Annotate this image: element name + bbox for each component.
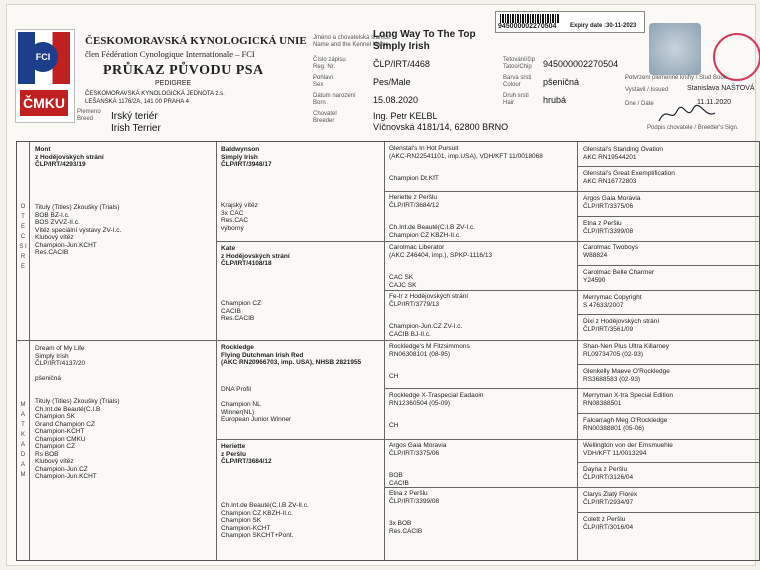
gen2-sire-sire: Baldwynson Simply Irish ČLP/IRT/3948/17 (221, 146, 272, 168)
breed-cz: Irský teriér (111, 111, 158, 122)
breeder-label: Chovatel Breeder (313, 111, 337, 124)
coat-label: Druh srsti Hair (503, 93, 529, 106)
gen4-15: Clarys Zlatý Florex ČLP/IRT/2934/97 (583, 491, 638, 506)
hologram-icon (649, 23, 701, 75)
gen3-8: Etna z Peršlu ČLP/IRT/3399/08 3x BOB Res.CACIB (389, 490, 440, 535)
breed-en: Irish Terrier (111, 123, 161, 134)
issuer-line-1: ČESKOMORAVSKÁ KYNOLOGICKÁ JEDNOTA z.s. (85, 91, 225, 97)
gen4-2: Glenstal's Great Exemplification AKC RN16772803 (583, 170, 675, 185)
gen4-12: Falcarragh Meg O'Rockledge RN00388801 (05-06) (583, 417, 668, 432)
sire-label: O T E C S I R E (19, 204, 27, 270)
color-value: pšeničná (543, 77, 580, 87)
issuer-line-2: LEŠANSKÁ 1176/2A, 141 00 PRAHA 4 (85, 99, 189, 105)
gen4-1: Glenstal's Standing Ovation AKC RN19544201 (583, 146, 664, 161)
gen3-3: Carolmac Liberator (AKC Z46404, imp.), SPKP-1116/13 CAC SK CAJC SK (389, 244, 493, 289)
gen2-sire-dam-titles: Champion CZ CACIB Res.CACIB (221, 300, 262, 322)
gen4-5: Carolmac Twoboys W88824 (583, 244, 639, 259)
reg-label: Číslo zápisu Reg. Nr. (313, 57, 346, 70)
expiry-date: Expiry date :30-11-2023 (570, 23, 637, 29)
studbook-stamp (713, 33, 760, 81)
sire-name: Mont z Hodějovských strání ČLP/IRT/4293/19 (35, 146, 104, 168)
gen4-16: Colett z Peršlu ČLP/IRT/3016/04 (583, 516, 634, 531)
dam-name: Dream of My Life Simply Irish ČLP/IRT/4137/20 pšeničná (35, 345, 86, 382)
dob-value: 15.08.2020 (373, 95, 419, 105)
breeder-sign-label: Podpis chovatele / Breeder's Sign. (647, 125, 739, 131)
gen4-13: Wellington von der Emsmuehle VDH/KFT 11/0013294 (583, 442, 673, 457)
issue-date: 11.11.2020 (697, 99, 731, 106)
dob-label: Datum narození Born (313, 93, 356, 106)
barcode-label (495, 11, 645, 33)
coat-value: hrubá (543, 95, 567, 105)
union-member: člen Fédération Cynologique Internationale – FCI (85, 49, 255, 59)
gen3-5: Rockledge's M Fitzsimmons RN06308101 (08-95) CH (389, 343, 470, 380)
color-label: Barva srsti Colour (503, 75, 532, 88)
gen2-sire-dam: Kate z Hodějovských strání ČLP/IRT/4108/18 (221, 245, 290, 267)
gen2-dam-sire-titles: DNA Profil Champion NL Winner(NL) European Junior Winner (221, 386, 292, 423)
gen2-dam-dam: Heriette z Peršlu ČLP/IRT/3684/12 (221, 443, 272, 465)
dam-label: M A T K A D A M (20, 402, 26, 478)
gen4-3: Argos Gaia Moravia ČLP/IRT/3375/06 (583, 195, 641, 210)
name-label: Jméno a chovatelská stanice Name and the Kennel Name (313, 35, 391, 48)
sex-label: Pohlaví Sex (313, 75, 334, 88)
gen4-4: Etna z Peršlu ČLP/IRT/3399/08 (583, 220, 634, 235)
signature-icon (657, 103, 717, 125)
issued-label: Vystavil / Issued (625, 87, 669, 93)
gen2-sire-sire-titles: Krajský vítěz 3x CAC Res.CAC výborný (221, 202, 258, 232)
gen4-10: Glenkelly Maeve O'Rockledge RS3688583 (02-93) (583, 368, 670, 383)
reg-number: ČLP/IRT/4468 (373, 59, 430, 69)
breeder-value: Ing. Petr KELBL Víčnovská 4181/14, 62800 BRNO (373, 111, 509, 132)
barcode-text: 945000002270504 (498, 23, 557, 30)
gen3-4: Fe-Ir z Hodějovských strání ČLP/IRT/3779/13 Champion-Jun.CZ ZV-I.c. CACIB BJ-II.c. (389, 293, 469, 338)
chip-label: Tetování/čip Tatoo/Chip (503, 57, 536, 70)
issued-by: Stanislava NAŠTOVÁ (687, 85, 755, 92)
document-title: PRŮKAZ PŮVODU PSA (103, 63, 264, 78)
gen4-11: Merryman X-tra Special Edition RN08388501 (583, 392, 673, 407)
gen4-14: Dayna z Peršlu ČLP/IRT/3126/04 (583, 466, 634, 481)
gen3-2: Heriette z Peršlu ČLP/IRT/3684/12 Ch.Int.de Beauté(C.I.B ZV-I.c. Champion CZ KBZH-II.c. (389, 194, 475, 239)
gen4-7: Merrymac Copyright S 47633/2007 (583, 294, 642, 309)
gen2-dam-dam-titles: Ch.Int.de Beauté(C.I.B ZV-II.c. Champion CZ KBZH-II.c. Champion SK Champion-KCHT Champion SKCHT+Pont. (221, 502, 309, 539)
gen2-dam-sire: Rockledge Flying Dutchman Irish Red (AKC RN20966703, imp. USA), NHSB 2821955 (221, 344, 362, 366)
gen3-1: Glenstal's In Hot Pursuit (AKC-RN22541101, imp.USA), VDH/KFT 11/0018068 Champion Dt.KfT (389, 145, 543, 182)
gen4-8: Dixi z Hodějovských strání ČLP/IRT/3561/09 (583, 318, 660, 333)
document-subtitle: PEDIGREE (155, 80, 192, 87)
fci-logo-icon: FCI (28, 42, 58, 72)
date-label: Dne / Date (625, 101, 654, 107)
pedigree-table (16, 141, 760, 561)
dog-name: Long Way To The Top Simply Irish (373, 29, 476, 52)
barcode-icon (500, 14, 560, 23)
union-title: ČESKOMORAVSKÁ KYNOLOGICKÁ UNIE (85, 35, 307, 47)
logo-block (15, 29, 75, 123)
gen3-6: Rockledge X-Traspecial Eadaoin RN12360504 (05-09) CH (389, 392, 484, 429)
pedigree-sheet (6, 4, 756, 566)
sex-value: Pes/Male (373, 77, 411, 87)
chip-value: 945000002270504 (543, 59, 619, 69)
gen4-6: Carolmac Belle Charmer Y24590 (583, 269, 655, 284)
breed-label: Plemeno Breed (77, 109, 101, 122)
cmku-logo-icon: ČMKU (20, 90, 68, 116)
gen3-7: Argos Gaia Moravia ČLP/IRT/3375/06 BOB CACIB (389, 442, 447, 487)
studbook-label: Potvrzení plemenné knihy / Stud Book (625, 75, 727, 81)
gen4-9: Shan-Nen Plus Ultra Killarney RL09734705 (02-93) (583, 343, 669, 358)
sire-titles: Tituly (Titles) Zkoušky (Trials) BOB BZ-I.c. BOS ZVVZ-II.c. Vítěz speciální výstavy ZV-I.c. Klubový vítěz Champion-Jun.KCHT Res.CACIB (35, 204, 122, 256)
dam-titles: Tituly (Titles) Zkoušky (Trials) Ch.Int.de Beauté(C.I.B Champion SK Grand Champion CZ Champion-KCHT Champion CMKU Champion CZ Rs BOB Klubový vítěz Champion-Jun.CZ Champion-Jun.KCHT (35, 398, 120, 480)
